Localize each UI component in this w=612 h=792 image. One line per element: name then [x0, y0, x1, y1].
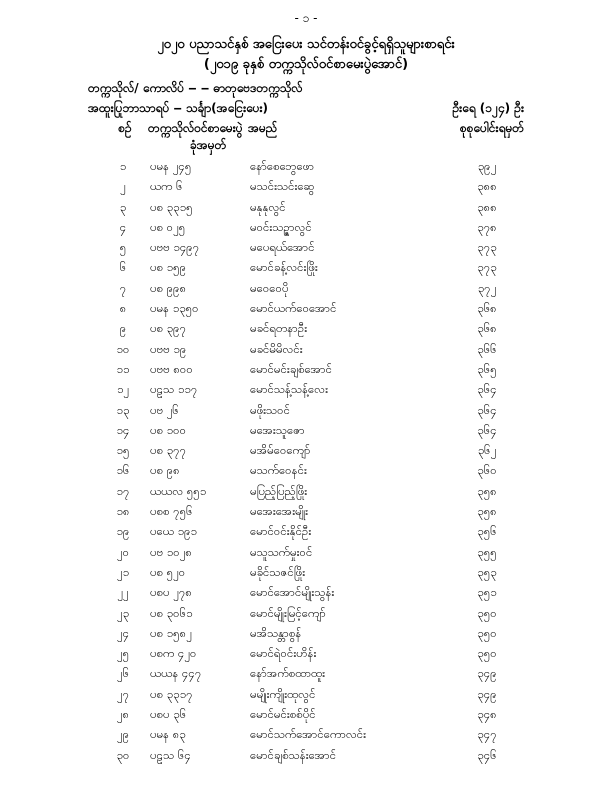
row-number: ၂၅	[116, 646, 130, 661]
table-row	[0, 257, 612, 277]
table-row	[0, 684, 612, 704]
row-number: ၅	[119, 240, 127, 255]
roll-number: ပဗဗ ၈၀၀	[150, 361, 193, 376]
row-number: ၁၈	[116, 504, 130, 519]
roll-number: ပစ ၁၅၉	[150, 260, 187, 275]
roll-number: ပစ ၃၀၆၁	[150, 605, 193, 620]
table-row	[0, 298, 612, 318]
row-number: ၁၅	[116, 443, 130, 458]
table-row	[0, 481, 612, 501]
roll-number: ပစ ၉၉၈	[150, 280, 187, 295]
row-number: ၉	[119, 321, 127, 336]
row-number: ၁၆	[116, 463, 130, 478]
total-mark: ၃၅၀	[477, 625, 497, 640]
roll-number: ပစ ၃၃၁၇	[150, 686, 193, 701]
total-mark: ၃၈၈	[477, 179, 497, 194]
table-row	[0, 745, 612, 765]
student-name: မောင်ရဲဝင်းဟိန်း	[250, 646, 317, 661]
table-row	[0, 176, 612, 196]
roll-number: ပစ ၃၃၁၅	[150, 199, 193, 214]
total-mark: ၃၆၆	[477, 341, 497, 356]
roll-number: ပမန ၈၃	[150, 727, 186, 742]
row-number: ၂၈	[116, 707, 130, 722]
table-row	[0, 359, 612, 379]
student-name: မသူသက်မှုးဝင်	[250, 544, 313, 559]
total-mark: ၃၅၅	[477, 544, 497, 559]
table-row	[0, 521, 612, 541]
row-number: ၁၇	[116, 483, 130, 498]
table-row	[0, 643, 612, 663]
roll-number: ပမန ၂၄၅	[150, 159, 192, 173]
table-row	[0, 460, 612, 480]
total-mark: ၃၅၃	[477, 564, 497, 579]
student-name: မသက်ဝေနင်း	[250, 463, 307, 478]
table-row	[0, 582, 612, 602]
header-roll-sub: ခုံအမှတ်	[190, 138, 227, 152]
student-name: မအေးသူဇော	[250, 422, 305, 437]
total-mark: ၃၅၀	[477, 605, 497, 620]
student-name: မသင်းသင်းဆွေ	[250, 179, 315, 194]
student-name: မခင်မိမိလင်း	[250, 341, 303, 356]
total-mark: ၃၅၈	[477, 504, 497, 519]
row-number: ၂၇	[116, 686, 130, 701]
roll-number: ပစ ၁၀၀	[150, 422, 187, 437]
student-name: မအေးအေးမျိုး	[250, 504, 309, 519]
student-name: နော်စေဘွေဖော	[250, 159, 315, 173]
roll-number: ပဠသ ၁၁၇	[150, 382, 198, 397]
total-mark: ၃၄၉	[477, 666, 497, 681]
total-mark: ၃၇၃	[477, 260, 497, 275]
student-name: မမျိုးကျိုးထုလွင်	[250, 686, 316, 701]
total-mark: ၃၅၀	[477, 646, 497, 661]
table-row	[0, 704, 612, 724]
student-name: မအိမ်ဝေကျော်	[250, 443, 311, 458]
total-mark: ၃၆၄	[477, 422, 497, 437]
roll-number: ပဠသ ၆၄	[150, 747, 191, 762]
roll-number: ပဗ ၁၀၂၈	[150, 544, 192, 559]
total-mark: ၃၅၈	[477, 483, 497, 498]
roll-number: ပစ ၃၉၇	[150, 321, 187, 336]
student-name: မောင်ချစ်သန်းအောင်	[250, 747, 337, 762]
table-row	[0, 724, 612, 744]
student-name: မောင်သန့်သန့်လေး	[250, 382, 329, 397]
total-mark: ၃၆၂	[477, 443, 497, 458]
roll-number: ယက ၆	[150, 179, 183, 194]
table-row	[0, 156, 612, 176]
row-number: ၄	[119, 219, 127, 234]
row-number: ၆	[119, 260, 127, 275]
document-title: ၂၀၂၀ ပညာသင်နှစ် အငြေးပေး သင်တန်းဝင်ခွင့်ရရှိသူများစာရင်း	[157, 37, 455, 52]
roll-number: ပစ ၉၈	[150, 463, 180, 478]
total-mark: ၃၆၈	[477, 321, 497, 336]
row-number: ၃၀	[116, 747, 130, 762]
major-line: အထူးပြုဘာသာရပ် ‒ သင်္ချာ(အငြေးပေး)	[88, 101, 269, 115]
total-mark: ၃၈၈	[477, 199, 497, 214]
roll-number: ပဗဗ ၁၄၉၇	[150, 240, 200, 255]
table-row	[0, 663, 612, 683]
total-mark: ၃၄၉	[477, 686, 497, 701]
roll-number: ယယန ၄၄၇	[150, 666, 202, 681]
table-row	[0, 603, 612, 623]
roll-number: ပယေ ၁၉၁	[150, 524, 198, 539]
row-number: ၂	[120, 179, 126, 194]
row-number: ၁၃	[116, 402, 130, 417]
student-name: မောင်ခန့်လင်းဖြိုး	[250, 260, 318, 275]
row-number: ၁၁	[116, 361, 130, 376]
student-name: မပြည့်ပြည့်ဖြိုး	[250, 483, 308, 498]
university-line: တက္ကသိုလ်/ ကောလိပ် ‒ ‒ ဓာတုဗေဒတက္ကသိုလ်	[88, 81, 303, 95]
document-subtitle: (၂၀၁၉ ခုနှစ် တက္ကသိုလ်ဝင်စာမေးပွဲအောင်)	[203, 57, 409, 72]
row-number: ၂၉	[116, 727, 130, 742]
roll-number: ပစ ၅၂၀	[150, 564, 186, 579]
total-mark: ၃၇၂	[477, 280, 497, 295]
row-number: ၂၂	[117, 585, 129, 600]
total-mark: ၃၆၈	[477, 301, 497, 316]
student-name: နော်အက်စထာထူး	[250, 666, 326, 681]
table-row	[0, 440, 612, 460]
row-number: ၂၃	[116, 605, 130, 620]
student-name: မောင်ဝင်းနိုင်ဦး	[250, 524, 312, 539]
student-name: မပေရယ်အောင်	[250, 240, 315, 255]
roll-number: ပစ ၃၇၇	[150, 443, 187, 458]
roll-number: ပစ ၀၂၅	[150, 219, 186, 234]
results-table	[0, 156, 612, 765]
header-no: စဉ်	[118, 121, 132, 135]
row-number: ၂၆	[116, 666, 130, 681]
student-name: မအိသန္တာစွန်	[250, 625, 302, 640]
table-row	[0, 562, 612, 582]
total-mark: ၃၄၆	[477, 747, 497, 762]
total-mark: ၃၉၂	[477, 159, 497, 173]
student-name: မောင်သက်အောင်ကောလင်း	[250, 727, 367, 742]
total-count: ဦးရေ (၁၂၄) ဦး	[452, 101, 524, 115]
student-name: မခိုင်သဇင်ဖြိုး	[250, 564, 306, 579]
roll-number: ပဗ ၂၆	[150, 402, 179, 417]
header-roll: တက္ကသိုလ်ဝင်စာမေးပွဲ	[148, 121, 243, 135]
row-number: ၇	[119, 280, 127, 295]
table-row	[0, 542, 612, 562]
header-name: အမည်	[248, 121, 278, 135]
table-row	[0, 379, 612, 399]
roll-number: ပစ ၁၅၈၂	[150, 625, 192, 640]
student-name: မောင်မင်းချစ်အောင်	[250, 361, 333, 376]
row-number: ၈	[119, 301, 127, 316]
student-name: မဖိုးသဝင်	[250, 402, 291, 417]
row-number: ၂၁	[116, 564, 130, 579]
table-row	[0, 237, 612, 257]
student-name: မောင်ယက်ဝေအောင်	[250, 301, 337, 316]
student-name: မောင်မျိုးမြင့်ကျော်	[250, 605, 326, 620]
student-name: မနုနုလွင်	[250, 199, 286, 214]
total-mark: ၃၆၅	[477, 361, 497, 376]
total-mark: ၃၅၁	[477, 585, 497, 600]
table-row	[0, 197, 612, 217]
total-mark: ၃၄၈	[477, 707, 497, 722]
row-number: ၁၂	[116, 382, 130, 397]
student-name: မောင်အောင်မျိုးသွန်း	[250, 585, 335, 600]
table-row	[0, 400, 612, 420]
table-row	[0, 623, 612, 643]
row-number: ၁	[119, 159, 127, 173]
row-number: ၃	[119, 199, 127, 214]
total-mark: ၃၆၄	[477, 402, 497, 417]
header-mark: စုစုပေါင်းရမှတ်	[459, 121, 524, 135]
table-row	[0, 318, 612, 338]
roll-number: ယယလ ၅၅၁	[150, 483, 207, 498]
row-number: ၂၄	[116, 625, 130, 640]
roll-number: ပစစ ၇၅၆	[150, 504, 193, 519]
page-number: - ၁ -	[294, 11, 318, 25]
student-name: မောင်မင်းစစ်ပိုင်	[250, 707, 316, 722]
total-mark: ၃၇၃	[477, 240, 497, 255]
roll-number: ပစပ ၃၆	[150, 707, 187, 722]
table-row	[0, 420, 612, 440]
roll-number: ပမန ၁၃၅၀	[150, 301, 199, 316]
row-number: ၂၀	[116, 544, 130, 559]
total-mark: ၃၆၄	[477, 382, 497, 397]
total-mark: ၃၆၀	[477, 463, 497, 478]
total-mark: ၃၇၈	[477, 219, 497, 234]
row-number: ၁၄	[116, 422, 130, 437]
roll-number: ပဗဗ ၁၉	[150, 341, 187, 356]
table-row	[0, 501, 612, 521]
roll-number: ပစပ ၂၇၈	[150, 585, 192, 600]
table-row	[0, 217, 612, 237]
table-row	[0, 339, 612, 359]
roll-number: ပစက ၄၂၀	[150, 646, 197, 661]
row-number: ၁၀	[116, 341, 130, 356]
total-mark: ၃၄၇	[477, 727, 497, 742]
total-mark: ၃၅၆	[477, 524, 497, 539]
table-row	[0, 278, 612, 298]
row-number: ၁၉	[116, 524, 130, 539]
student-name: မဝေဝေပို	[250, 280, 289, 295]
student-name: မခင်ရတနာဦး	[250, 321, 308, 336]
student-name: မဝင်းသဥ္ဇာလွင်	[250, 219, 312, 234]
